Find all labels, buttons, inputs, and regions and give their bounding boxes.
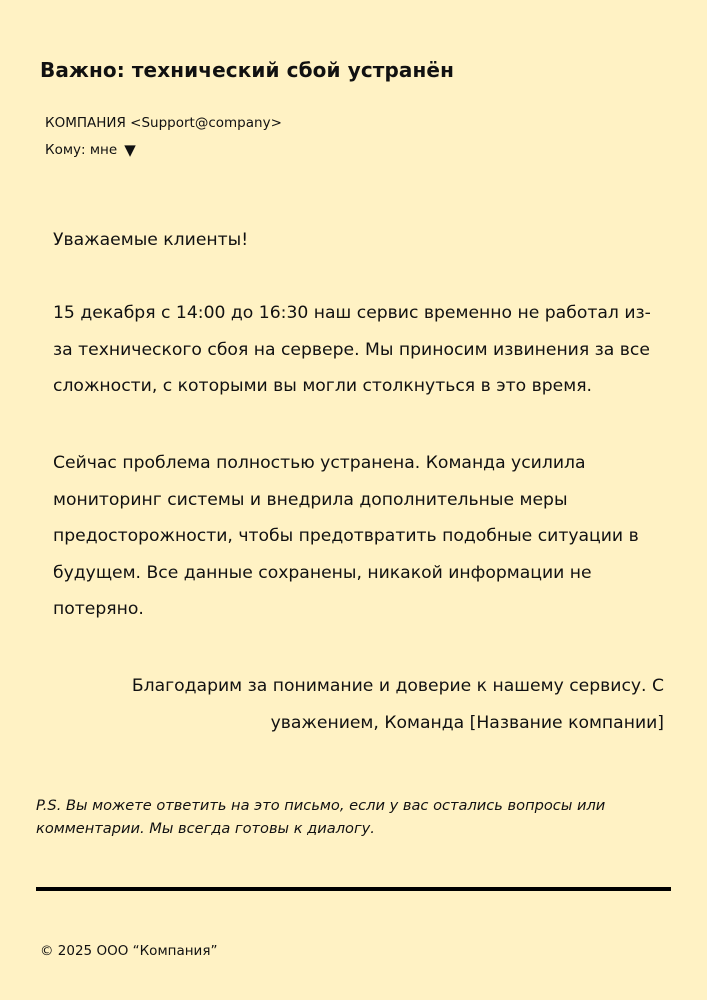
footer-copyright: © 2025 ООО “Компания” (40, 943, 218, 959)
email-signoff: Благодарим за понимание и доверие к нашему сервису. С уважением, Команда [Название компании] (131, 676, 664, 733)
email-paragraph-2: Сейчас проблема полностью устранена. Команда усилила мониторинг системы и внедрила дополнительные меры предосторожности, чтобы предотвратить подобные ситуации в будущем. Все данные сохранены, никакой информации не потеряно. (53, 453, 639, 619)
email-subject: Важно: технический сбой устранён (40, 58, 455, 82)
email-recipient[interactable] (45, 141, 136, 159)
caret-down-icon[interactable]: ▼ (124, 141, 136, 159)
email-greeting: Уважаемые клиенты! (53, 230, 249, 250)
footer-divider (36, 887, 671, 891)
email-postscript: P.S. Вы можете ответить на это письмо, если у вас остались вопросы или комментарии. Мы всегда готовы к диалогу. (36, 797, 606, 837)
recipient-label: Кому: мне (45, 142, 118, 158)
email-sender: КОМПАНИЯ <Support@company> (45, 115, 282, 131)
email-paragraph-1: 15 декабря с 14:00 до 16:30 наш сервис временно не работал из-за технического сбоя на сервере. Мы приносим извинения за все сложности, с которыми вы могли столкнуться в это время. (53, 303, 651, 396)
